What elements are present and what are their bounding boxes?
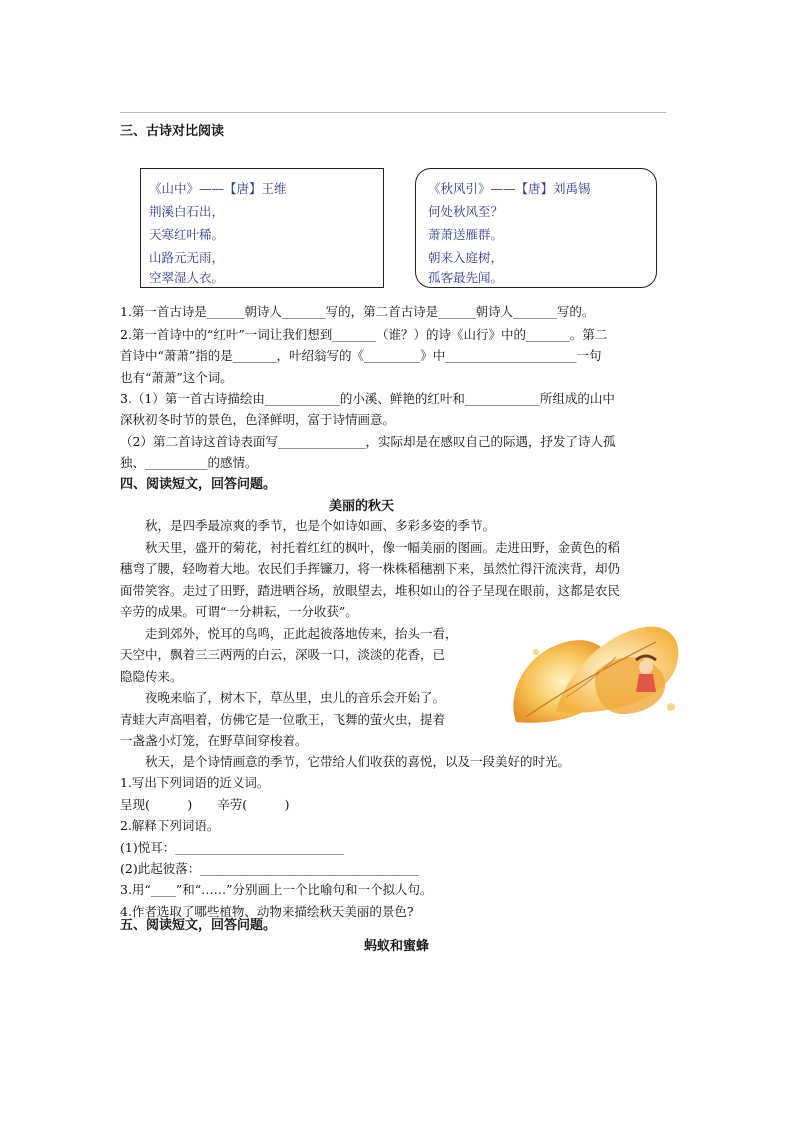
essay-paragraph-line: 一盏盏小灯笼，在野草间穿梭着。 (120, 733, 308, 748)
essay-paragraph: 夜晚来临了，树木下，草丛里，虫儿的音乐会开始了。 (145, 690, 446, 705)
poem-2-box (415, 168, 657, 288)
essay-paragraph-line: 隐隐传来。 (120, 669, 183, 684)
question-4-4: 4.作者选取了哪些植物、动物来描绘秋天美丽的景色? (120, 904, 414, 919)
poem-1-box (140, 168, 384, 288)
poem-2-line: 何处秋风至？ (428, 204, 504, 219)
question-4-2: 2.解释下列词语。 (120, 818, 220, 833)
essay-paragraph-line: 穗弯了腰，轻吻着大地。农民们手挥镰刀，将一株株稻穗割下来，虽然忙得汗流浃背，却仍 (120, 561, 621, 576)
section-4-title: 四、阅读短文，回答问题。 (120, 477, 277, 492)
question-4-3: 3.用“____”和“……”分别画上一个比喻句和一个拟人句。 (120, 882, 433, 897)
section-3-title: 三、古诗对比阅读 (120, 124, 225, 139)
autumn-leaves-illustration (496, 612, 686, 730)
poem-1-line: 天寒红叶稀。 (149, 227, 225, 242)
question-2-line-2: 首诗中“萧萧”指的是_______，叶绍翁写的《_________》中_____________________一句 (120, 348, 602, 363)
poem-1-line: 空翠湿人衣。 (149, 270, 225, 285)
essay-2-title: 蚂蚁和蜜蜂 (364, 939, 430, 954)
question-3-line-2: 深秋初冬时节的景色，色泽鲜明，富于诗情画意。 (120, 412, 396, 427)
essay-paragraph: 走到郊外，悦耳的鸟鸣，正此起彼落地传来，抬头一看， (145, 626, 458, 641)
essay-paragraph: 秋天里，盛开的菊花，衬托着红红的枫叶，像一幅美丽的图画。走进田野，金黄色的稻 (145, 540, 621, 555)
question-4-1: 1.写出下列词语的近义词。 (120, 775, 270, 790)
poem-2-line: 朝来入庭树， (428, 250, 504, 265)
question-4-2-1: (1)悦耳：___________________________ (120, 840, 344, 855)
essay-paragraph-line: 青蛙大声高唱着，仿佛它是一位歌王，飞舞的萤火虫，提着 (120, 712, 446, 727)
question-3-line-1: 3.（1）第一首古诗描绘由____________的小溪、鲜艳的红叶和____________所组成的山中 (120, 391, 615, 406)
poem-1-line: 山路元无雨， (149, 250, 225, 265)
question-3-line-4: 独、__________的感情。 (120, 455, 258, 470)
poem-2-heading: 《秋风引》——【唐】刘禹锡 (428, 181, 591, 196)
essay-paragraph-line: 面带笑容。走过了田野，踏进晒谷场，放眼望去，堆积如山的谷子呈现在眼前，这都是农民 (120, 583, 621, 598)
essay-paragraph-line: 辛劳的成果。可谓“一分耕耘，一分收获”。 (120, 604, 358, 619)
essay-paragraph: 秋，是四季最凉爽的季节，也是个如诗如画、多彩多姿的季节。 (145, 518, 496, 533)
section-5-title: 五、阅读短文，回答问题。 (120, 918, 277, 933)
essay-title: 美丽的秋天 (329, 499, 395, 514)
question-3-line-3: （2）第二首诗这首诗表面写______________，实际却是在感叹自己的际遇，抒发了诗人孤 (120, 434, 616, 449)
essay-paragraph-line: 天空中，飘着三三两两的白云，深吸一口，淡淡的花香，已 (120, 647, 446, 662)
question-1: 1.第一首古诗是______朝诗人_______写的，第二首古诗是______朝诗人_______写的。 (120, 304, 595, 319)
question-4-1-answers: 呈现( ) 辛劳( ) (120, 797, 290, 812)
poem-2-line: 萧萧送雁群。 (428, 227, 504, 242)
essay-paragraph: 秋天，是个诗情画意的季节，它带给人们收获的喜悦，以及一段美好的时光。 (145, 754, 571, 769)
poem-1-heading: 《山中》——【唐】王维 (149, 181, 287, 196)
question-2-line-1: 2.第一首诗中的“红叶”一词让我们想到_______（谁？）的诗《山行》中的_______。第二 (120, 327, 608, 342)
poem-2-line: 孤客最先闻。 (428, 270, 504, 285)
poem-1-line: 荆溪白石出， (149, 204, 225, 219)
header-rule (120, 112, 666, 113)
question-4-2-2: (2)此起彼落：___________________________________ (120, 861, 419, 876)
question-2-line-3: 也有“萧萧”这个词。 (120, 370, 233, 385)
